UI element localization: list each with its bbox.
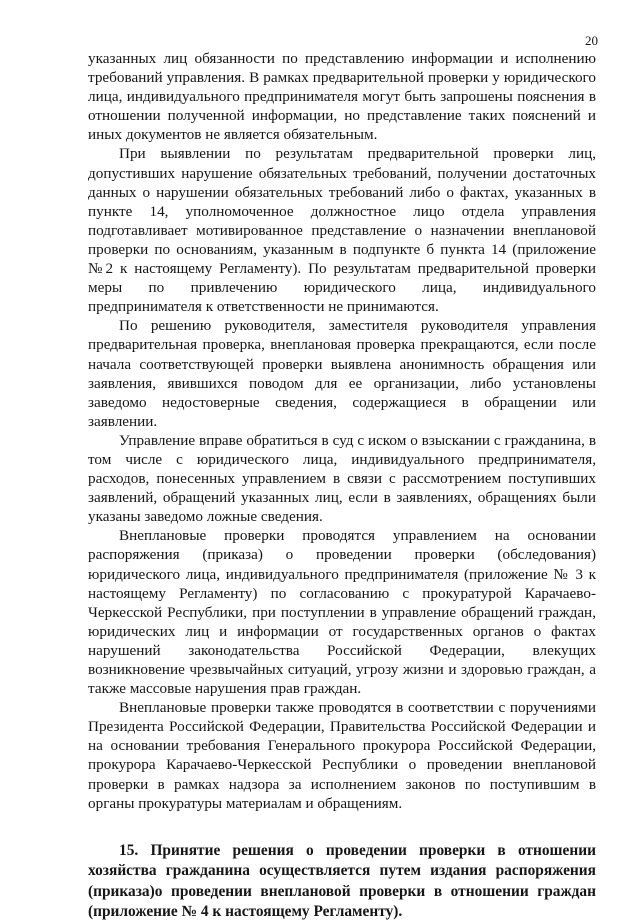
paragraph-unscheduled-inspection-grounds: Внеплановые проверки проводятся управлением на основании распоряжения (приказа) о проведении проверки (обследования) юридического лица, индивидуального предпринимателя (приложение № 3 к настоящему Регламенту) по согласованию с прокуратурой Карачаево-Черкесской Республики, при поступлении в управление обращений граждан, юридических лиц и информации от государственных органов о фактах нарушений законодательства Российской Федерации, влекущих возникновение чрезвычайных ситуаций, угрозу жизни и здоровью граждан, а также массовые нарушения прав граждан. <box>88 527 596 698</box>
paragraph-unscheduled-inspection-submission: При выявлении по результатам предварительной проверки лиц, допустивших нарушение обязательных требований, получении достаточных данных о нарушении обязательных требований либо о фактах, указанных в пункте 14, уполномоченное должностное лицо отдела управления подготавливает мотивированное представление о назначении внеплановой проверки по основаниям, указанным в подпункте б пункта 14 (приложение №2 к настоящему Регламенту). По результатам предварительной проверки меры по привлечению юридического лица, индивидуального предпринимателя к ответственности не принимаются. <box>88 145 596 316</box>
section-15-heading: 15. Принятие решения о проведении проверки в отношении хозяйства гражданина осуществляется путем издания распоряжения (приказа)о проведении внеплановой проверки в отношении граждан (приложение № 4 к настоящему Регламенту). <box>88 841 596 921</box>
paragraph-inspection-termination: По решению руководителя, заместителя руководителя управления предварительная проверка, внеплановая проверка прекращаются, если после начала соответствующей проверки выявлена анонимность обращения или заявления, явившихся поводом для ее организации, либо установлены заведомо недостоверные сведения, содержащиеся в обращении или заявлении. <box>88 317 596 430</box>
paragraph-continuation: указанных лиц обязанности по представлению информации и исполнению требований управления. В рамках предварительной проверки у юридического лица, индивидуального предпринимателя могут быть запрошены пояснения в отношении полученной информации, но представление таких пояснений и иных документов не является обязательным. <box>88 50 596 144</box>
page-number: 20 <box>585 33 598 48</box>
paragraph-unscheduled-inspection-orders: Внеплановые проверки также проводятся в соответствии с поручениями Президента Российской Федерации, Правительства Российской Федерации и на основании требования Генерального прокурора Российской Федерации, прокурора Карачаево-Черкесской Республики о проведении внеплановой проверки в рамках надзора за исполнением законов по поступившим в органы прокуратуры материалам и обращениям. <box>88 699 596 812</box>
document-body <box>88 49 596 923</box>
paragraph-court-claim: Управление вправе обратиться в суд с иском о взыскании с гражданина, в том числе с юридического лица, индивидуального предпринимателя, расходов, понесенных управлением в связи с рассмотрением поступивших заявлений, обращений указанных лиц, если в заявлениях, обращениях были указаны заведомо ложные сведения. <box>88 431 596 526</box>
